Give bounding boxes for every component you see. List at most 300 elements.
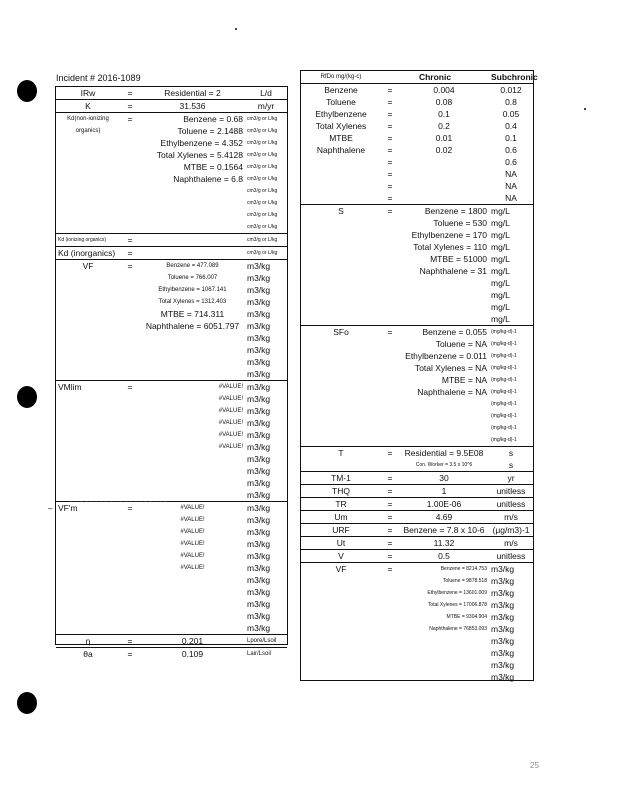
rfd-eq: = (387, 181, 393, 191)
vmlim-value: #VALUE! (218, 396, 243, 402)
rfd-name: MTBE (329, 133, 353, 143)
vf-unit: m3/kg (247, 333, 271, 343)
vf-value: MTBE = 714.311 (160, 309, 225, 319)
table-row (301, 647, 533, 659)
kd-unit: cm3/g or L/kg (247, 200, 278, 206)
rfd-chronic (399, 192, 489, 205)
vf2-eq (381, 611, 399, 623)
sfo-value (399, 398, 489, 410)
table-row (301, 434, 533, 447)
table-row (56, 393, 287, 405)
rfd-row (301, 108, 533, 120)
sfo-symbol (301, 434, 381, 447)
vmlim-unit: m3/kg (247, 466, 271, 476)
t-value-worker: Con. Worker = 3.5 x 10^6 (415, 462, 473, 468)
rfd-eq: = (387, 157, 393, 167)
vf2-symbol: VF (301, 563, 381, 576)
sfo-eq (381, 398, 399, 410)
s-unit: mg/L (491, 278, 510, 288)
sfo-eq: = (381, 326, 399, 339)
vfm-unit: m3/kg (247, 575, 271, 585)
tr-eq: = (381, 498, 399, 511)
vf2-unit: m3/kg (491, 660, 515, 670)
vmlim-eq (120, 441, 140, 453)
s-value: Ethylbenzene = 170 (411, 230, 487, 240)
sfo-eq (381, 350, 399, 362)
vfm-value (140, 574, 245, 586)
theta-symbol: θa (56, 648, 120, 661)
vfm-value: #VALUE! (140, 502, 245, 515)
table-row (56, 368, 287, 381)
k-value: 31.536 (140, 100, 245, 113)
sfo-symbol (301, 362, 381, 374)
kd-label (56, 161, 120, 173)
vf2-symbol (301, 647, 381, 659)
s-symbol (301, 289, 381, 301)
kd-unit: cm3/g or L/kg (247, 224, 278, 230)
table-row (56, 381, 287, 394)
rfd-subchronic: 0.1 (505, 133, 517, 143)
vf2-symbol (301, 599, 381, 611)
vf2-eq (381, 587, 399, 599)
vf2-value: Toluene = 9878.518 (442, 578, 487, 584)
kd-eq: = (127, 114, 133, 124)
kd-eq (120, 209, 140, 221)
sfo-unit: (mg/kg-d)-1 (491, 389, 517, 395)
kd-unit: cm3/g or L/kg (247, 140, 278, 146)
vf-symbol (56, 320, 120, 332)
rfd-row (301, 144, 533, 156)
sfo-value (399, 410, 489, 422)
vf2-eq (381, 599, 399, 611)
vmlim-eq (120, 393, 140, 405)
table-row (56, 514, 287, 526)
vfm-value: #VALUE! (180, 565, 205, 571)
table-row (56, 137, 287, 149)
sfo-eq (381, 410, 399, 422)
rfd-eq: = (387, 133, 393, 143)
kd-label (56, 209, 120, 221)
kd-label (56, 185, 120, 197)
vf-eq (120, 320, 140, 332)
kd-unit: cm3/g or L/kg (247, 128, 278, 134)
table-row (301, 326, 533, 339)
table-row (56, 87, 287, 100)
sfo-value: MTBE = NA (441, 375, 487, 385)
table-row (56, 185, 287, 197)
table-row (301, 338, 533, 350)
table-row (56, 320, 287, 332)
rfd-name: Total Xylenes (315, 121, 367, 131)
table-row (56, 538, 287, 550)
vf-value (140, 332, 245, 344)
vf2-eq (381, 671, 399, 683)
rfd-subchronic: NA (505, 193, 517, 203)
table-row (301, 623, 533, 635)
s-symbol (301, 253, 381, 265)
sfo-eq (381, 422, 399, 434)
eta-eq: = (120, 635, 140, 648)
vf-symbol (56, 284, 120, 296)
table-row (56, 113, 287, 126)
table-row (56, 260, 287, 273)
t-symbol: T (301, 447, 381, 460)
um-symbol: Um (301, 511, 381, 524)
rfd-subchronic: 0.8 (505, 97, 517, 107)
vfm-unit: m3/kg (247, 551, 271, 561)
table-row (301, 524, 533, 537)
vf2-unit: m3/kg (491, 672, 515, 682)
table-row (301, 599, 533, 611)
vf2-symbol (301, 659, 381, 671)
vmlim-unit: m3/kg (247, 478, 271, 488)
vfm-symbol (56, 514, 120, 526)
rfd-chronic (399, 168, 489, 180)
s-unit: mg/L (491, 242, 510, 252)
rfd-name: Ethylbenzene (315, 109, 367, 119)
kd-value (140, 197, 245, 209)
vf-value (140, 368, 245, 381)
table-row (301, 550, 533, 563)
thq-symbol: THQ (301, 485, 381, 498)
urf-symbol: URF (301, 524, 381, 537)
page-number: 25 (530, 761, 539, 770)
t-unit-2: s (508, 460, 514, 470)
vmlim-symbol (56, 453, 120, 465)
s-value: Benzene = 1800 (399, 205, 489, 218)
ut-eq: = (381, 537, 399, 550)
kd-inorganics-eq: = (120, 247, 140, 260)
vmlim-symbol (56, 441, 120, 453)
table-row (56, 125, 287, 137)
vfm-unit: m3/kg (247, 587, 271, 597)
table-row (301, 241, 533, 253)
vfm-symbol (56, 598, 120, 610)
table-row (56, 149, 287, 161)
table-row (301, 563, 533, 576)
vf-unit: m3/kg (247, 357, 271, 367)
table-row (56, 562, 287, 574)
kd-label (56, 197, 120, 209)
vf2-unit: m3/kg (491, 612, 515, 622)
vmlim-symbol (56, 393, 120, 405)
table-row (56, 161, 287, 173)
vf-unit: m3/kg (247, 273, 271, 283)
rfd-chronic (399, 156, 489, 168)
thq-value: 1 (399, 485, 489, 498)
ir-unit: L/d (245, 87, 287, 100)
vmlim-unit: m3/kg (247, 406, 271, 416)
table-row (56, 344, 287, 356)
vf2-unit: m3/kg (491, 648, 515, 658)
vfm-eq (120, 598, 140, 610)
vfm-value: #VALUE! (180, 553, 205, 559)
vf-symbol (56, 308, 120, 320)
table-row (301, 205, 533, 218)
kd-value (140, 221, 245, 234)
vf2-value: Ethylbenzene = 13601.009 (427, 590, 487, 596)
rfd-name (301, 192, 381, 205)
table-row (301, 537, 533, 550)
vfm-unit: m3/kg (245, 502, 287, 515)
vf-value (140, 356, 245, 368)
kd-eq (120, 197, 140, 209)
sfo-value: Benzene = 0.055 (399, 326, 489, 339)
vf-eq (120, 332, 140, 344)
vmlim-symbol (56, 489, 120, 502)
kd-value (140, 185, 245, 197)
vf-eq (120, 356, 140, 368)
vf-symbol (56, 368, 120, 381)
kd-value: MTBE = 0.1564 (183, 162, 243, 172)
vmlim-eq: = (120, 381, 140, 394)
vf2-eq (381, 647, 399, 659)
sfo-unit: (mg/kg-d)-1 (489, 326, 533, 339)
um-unit: m/s (489, 511, 533, 524)
vfm-symbol (56, 622, 120, 635)
s-symbol (301, 241, 381, 253)
table-row (56, 284, 287, 296)
sfo-eq (381, 362, 399, 374)
punch-hole-middle (17, 386, 37, 408)
vfm-eq (120, 586, 140, 598)
tm1-unit: yr (489, 472, 533, 485)
vf2-symbol (301, 671, 381, 683)
rfd-name (301, 180, 381, 192)
s-eq (381, 217, 399, 229)
table-row (56, 586, 287, 598)
thq-eq: = (381, 485, 399, 498)
rfd-subchronic: 0.012 (500, 85, 522, 95)
rfd-chronic: 0.1 (438, 109, 450, 119)
sfo-symbol (301, 422, 381, 434)
rfd-eq: = (387, 85, 393, 95)
sfo-eq (381, 338, 399, 350)
table-row (301, 447, 533, 460)
rfd-row (301, 120, 533, 132)
kd-value: Total Xylenes = 5.4128 (156, 150, 243, 160)
v-symbol: V (301, 550, 381, 563)
s-symbol (301, 265, 381, 277)
sfo-symbol (301, 386, 381, 398)
rfd-row (301, 132, 533, 144)
vmlim-eq (120, 405, 140, 417)
table-row (56, 356, 287, 368)
sfo-eq (381, 434, 399, 447)
theta-unit: Lair/Lsoil (245, 648, 287, 661)
rfd-chronic: 0.2 (438, 121, 450, 131)
vfm-value (140, 610, 245, 622)
ir-value: Residential = 2 (140, 87, 245, 100)
rfd-name: Benzene (324, 85, 358, 95)
vf-symbol (56, 296, 120, 308)
table-row (56, 648, 287, 661)
vfm-value: #VALUE! (180, 517, 205, 523)
speck (584, 108, 586, 110)
kd-value: Naphthalene = 6.8 (173, 174, 243, 184)
vmlim-value: #VALUE! (218, 408, 243, 414)
sfo-symbol (301, 398, 381, 410)
vf-unit: m3/kg (247, 321, 271, 331)
s-value (399, 313, 489, 326)
s-value: Toluene = 530 (433, 218, 487, 228)
vmlim-unit: m3/kg (247, 418, 271, 428)
vmlim-value: #VALUE! (218, 420, 243, 426)
kd-unit: cm3/g or L/kg (247, 164, 278, 170)
table-row (56, 296, 287, 308)
vf2-unit: m3/kg (491, 636, 515, 646)
table-row (301, 575, 533, 587)
vmlim-symbol: VMlim (56, 381, 120, 394)
rfd-row (301, 84, 533, 97)
tm1-symbol: TM-1 (301, 472, 381, 485)
table-row (301, 229, 533, 241)
kd-eq (120, 149, 140, 161)
kd-unit: cm3/g or L/kg (247, 212, 278, 218)
vf2-symbol (301, 623, 381, 635)
margin-mark: – (48, 504, 53, 513)
s-value (399, 289, 489, 301)
v-value: 0.5 (399, 550, 489, 563)
vf2-symbol (301, 635, 381, 647)
vf-value: Total Xylenes = 1312.403 (158, 299, 227, 305)
table-row (56, 610, 287, 622)
rfd-row (301, 192, 533, 205)
vf-symbol (56, 344, 120, 356)
s-eq (381, 253, 399, 265)
vfm-unit: m3/kg (247, 527, 271, 537)
vfm-unit: m3/kg (247, 539, 271, 549)
table-row (301, 611, 533, 623)
kd-label (56, 137, 120, 149)
table-row (301, 671, 533, 683)
s-value: MTBE = 51000 (430, 254, 487, 264)
vfm-symbol (56, 574, 120, 586)
kd-eq (120, 173, 140, 185)
s-eq: = (381, 205, 399, 218)
incident-number: Incident # 2016-1089 (56, 73, 141, 83)
vf-value: Ethylbenzene = 1067.141 (158, 287, 227, 293)
kd-eq (120, 185, 140, 197)
vmlim-unit: m3/kg (247, 454, 271, 464)
vfm-eq (120, 514, 140, 526)
sfo-unit: (mg/kg-d)-1 (491, 341, 517, 347)
right-parameter-table (300, 70, 538, 682)
sfo-eq (381, 374, 399, 386)
sfo-value (399, 422, 489, 434)
kd-unit: cm3/g or L/kg (247, 116, 278, 122)
sfo-symbol (301, 338, 381, 350)
vf-value: Naphthalene = 6051.797 (145, 321, 240, 331)
urf-value: Benzene = 7.8 x 10-6 (399, 524, 489, 537)
vf-value (140, 344, 245, 356)
punch-hole-bottom (17, 692, 37, 714)
rfd-chronic-header: Chronic (381, 71, 489, 84)
vf-symbol: VF (56, 260, 120, 273)
vfm-eq: = (120, 502, 140, 515)
table-row (301, 253, 533, 265)
kd-inorganics-symbol: Kd (inorganics) (56, 247, 120, 260)
s-unit: mg/L (491, 218, 510, 228)
rfd-subchronic: 0.4 (505, 121, 517, 131)
table-row (56, 308, 287, 320)
ut-unit: m/s (489, 537, 533, 550)
kd-inorganics-unit: cm3/g or L/kg (245, 247, 287, 260)
ut-symbol: Ut (301, 537, 381, 550)
eta-value: 0.201 (140, 635, 245, 648)
tr-value: 1.00E-06 (399, 498, 489, 511)
thq-unit: unitless (489, 485, 533, 498)
vfm-eq (120, 574, 140, 586)
table-row (301, 410, 533, 422)
s-value: Naphthalene = 31 (419, 266, 487, 276)
tm1-value: 30 (399, 472, 489, 485)
vmlim-value (140, 489, 245, 502)
s-unit: mg/L (491, 314, 510, 324)
rfd-subchronic: NA (505, 181, 517, 191)
dashed-underline (70, 501, 167, 502)
s-symbol (301, 217, 381, 229)
table-row (56, 405, 287, 417)
rfd-eq: = (387, 109, 393, 119)
vfm-unit: m3/kg (247, 515, 271, 525)
s-value (399, 301, 489, 313)
s-value: Total Xylenes = 110 (413, 242, 487, 252)
kd-ionizing-eq: = (120, 234, 140, 247)
sfo-unit: (mg/kg-d)-1 (491, 437, 517, 443)
vfm-value (140, 598, 245, 610)
kd-label (56, 173, 120, 185)
vfm-symbol (56, 610, 120, 622)
table-row (56, 598, 287, 610)
s-eq (381, 301, 399, 313)
s-symbol (301, 229, 381, 241)
sfo-value (399, 434, 489, 447)
vmlim-unit: m3/kg (247, 490, 271, 500)
rfd-chronic: 0.08 (435, 97, 453, 107)
rfd-row (301, 96, 533, 108)
s-symbol (301, 301, 381, 313)
vf-symbol (56, 332, 120, 344)
vfm-value (140, 586, 245, 598)
tr-unit: unitless (489, 498, 533, 511)
v-unit: unitless (489, 550, 533, 563)
vmlim-symbol (56, 477, 120, 489)
table-row (56, 234, 287, 247)
vf2-value (399, 635, 489, 647)
rfd-header-row (301, 71, 533, 84)
vf-unit: m3/kg (247, 285, 271, 295)
rfd-eq: = (387, 193, 393, 203)
urf-eq: = (381, 524, 399, 537)
vfm-eq (120, 538, 140, 550)
rfd-chronic: 0.004 (433, 85, 455, 95)
ir-symbol: IRw (56, 87, 120, 100)
table-row (301, 301, 533, 313)
vmlim-eq (120, 417, 140, 429)
vfm-symbol (56, 526, 120, 538)
table-row (56, 489, 287, 502)
vf-value: Toluene = 766.007 (167, 275, 218, 281)
t-value-residential: Residential = 9.5E08 (399, 447, 489, 460)
vfm-value (140, 622, 245, 635)
table-row (56, 574, 287, 586)
vmlim-symbol (56, 465, 120, 477)
um-value: 4.69 (399, 511, 489, 524)
table-row (56, 477, 287, 489)
kd-ionizing-symbol: Kd (ionizing organics) (56, 234, 120, 247)
vmlim-value: #VALUE! (140, 381, 245, 394)
